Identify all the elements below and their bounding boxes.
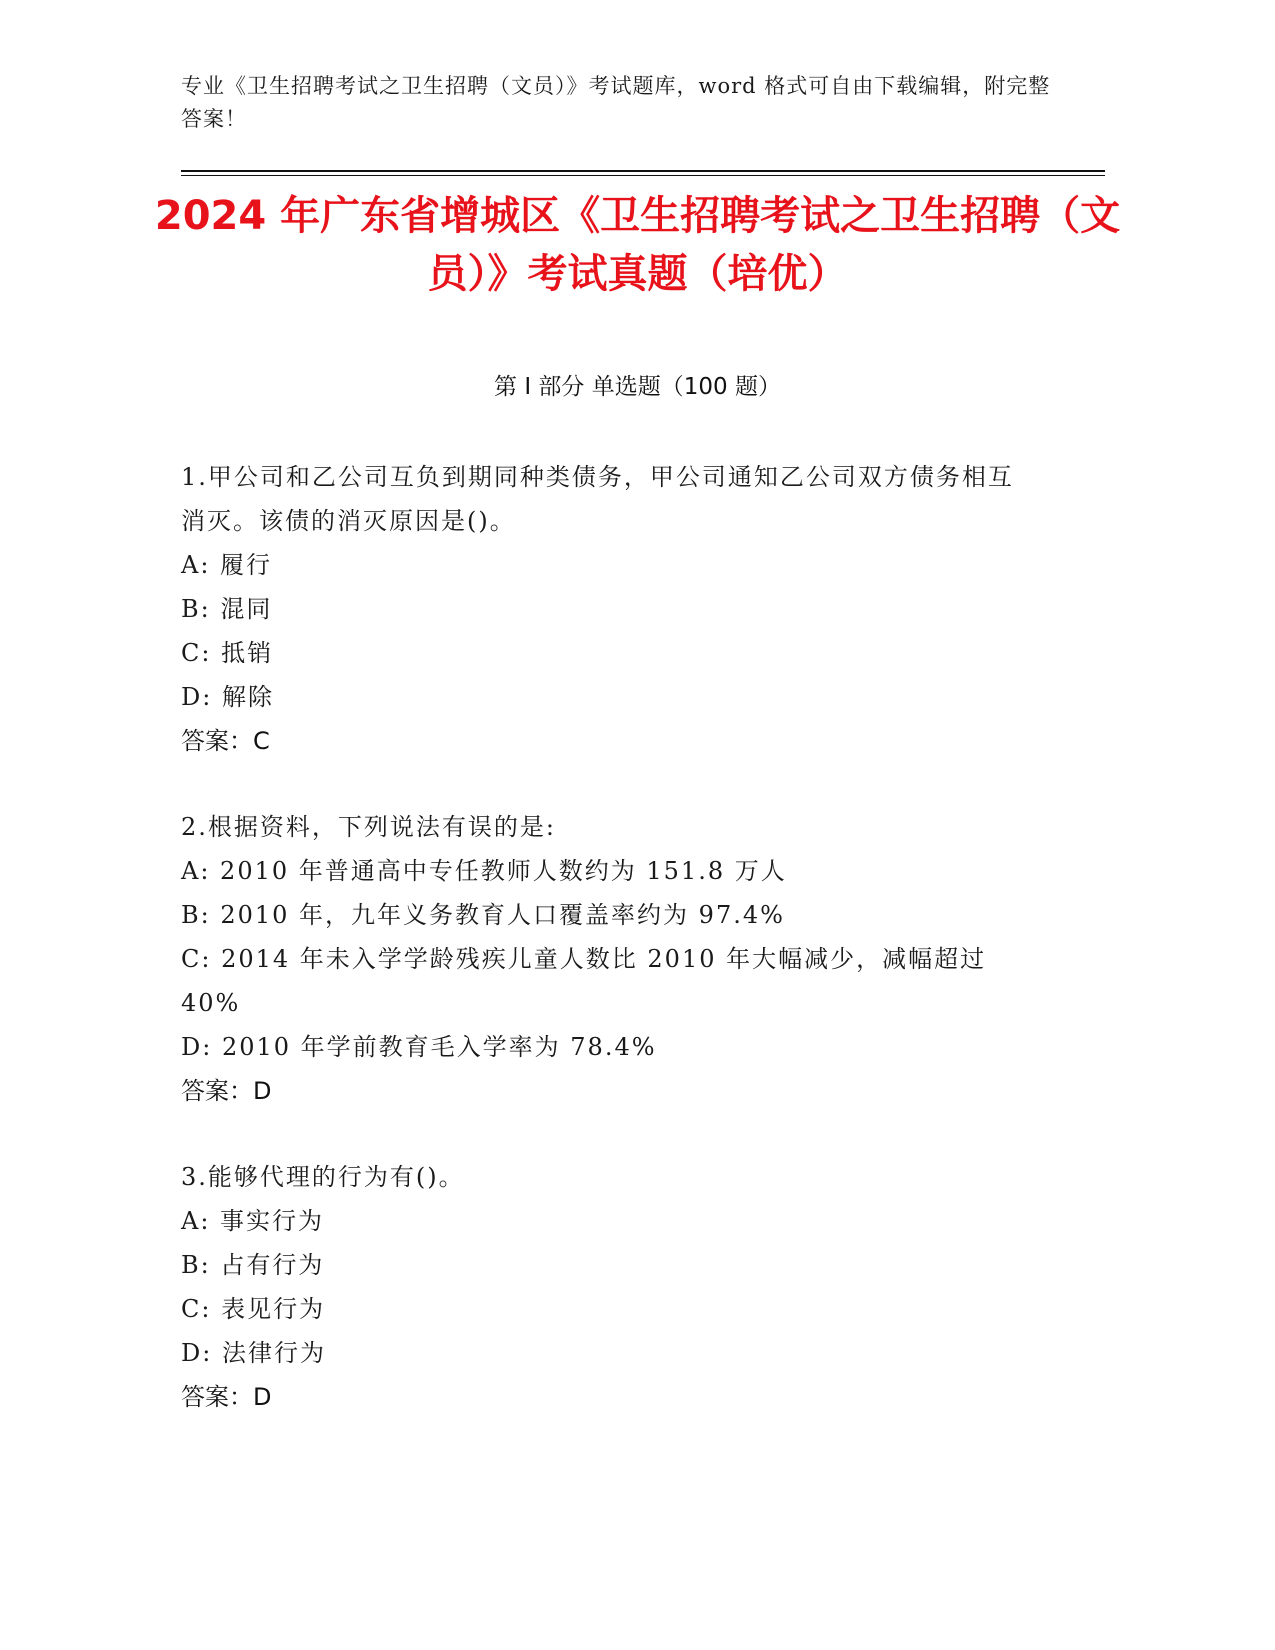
header-rule-thin xyxy=(181,175,1105,176)
option-b: B: 占有行为 xyxy=(181,1251,325,1279)
question-stem: 3.能够代理的行为有()。 xyxy=(181,1163,465,1191)
option-b: B: 混同 xyxy=(181,595,273,623)
header-note: 专业《卫生招聘考试之卫生招聘（文员）》考试题库，word 格式可自由下载编辑，附完整答案！ xyxy=(181,74,1051,131)
question-list xyxy=(181,455,1021,1461)
question-1 xyxy=(181,455,1021,763)
document-title: 2024 年广东省增城区《卫生招聘考试之卫生招聘（文员）》考试真题（培优） xyxy=(154,193,1121,297)
question-stem: 1.甲公司和乙公司互负到期同种类债务，甲公司通知乙公司双方债务相互消灭。该债的消灭原因是()。 xyxy=(181,463,1014,535)
option-d: D: 法律行为 xyxy=(181,1339,326,1367)
answer: 答案：D xyxy=(181,1383,272,1411)
option-d: D: 解除 xyxy=(181,683,274,711)
option-a: A: 履行 xyxy=(181,551,273,579)
option-b: B: 2010 年，九年义务教育人口覆盖率约为 97.4% xyxy=(181,901,785,929)
option-a: A: 2010 年普通高中专任教师人数约为 151.8 万人 xyxy=(181,857,787,885)
answer: 答案：D xyxy=(181,1077,272,1105)
question-stem: 2.根据资料，下列说法有误的是: xyxy=(181,813,556,841)
answer: 答案：C xyxy=(181,727,270,755)
option-c: C: 2014 年未入学学龄残疾儿童人数比 2010 年大幅减少，减幅超过 40% xyxy=(181,945,987,1017)
option-a: A: 事实行为 xyxy=(181,1207,325,1235)
option-c: C: 表见行为 xyxy=(181,1295,326,1323)
option-d: D: 2010 年学前教育毛入学率为 78.4% xyxy=(181,1033,657,1061)
question-3 xyxy=(181,1155,1021,1419)
header-rule-thick xyxy=(181,170,1105,172)
question-2 xyxy=(181,805,1021,1113)
section-heading: 第 I 部分 单选题（100 题） xyxy=(494,374,781,400)
option-c: C: 抵销 xyxy=(181,639,274,667)
